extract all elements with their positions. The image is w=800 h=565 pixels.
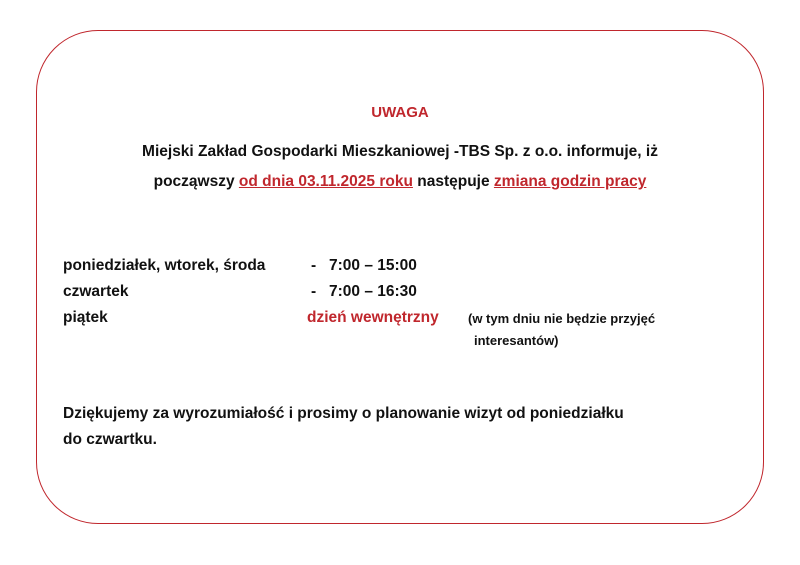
intro-line-1: Miejski Zakład Gospodarki Mieszkaniowej -TBS Sp. z o.o. informuje, iż [142, 143, 658, 160]
closing-line-1: Dziękujemy za wyrozumiałość i prosimy o planowanie wizyt od poniedziałku [63, 405, 624, 422]
schedule-separator-1: - [311, 257, 317, 274]
intro-line-2 [0, 173, 800, 191]
intro-prefix: począwszy [153, 173, 235, 190]
schedule-hours-thu: 7:00 – 16:30 [329, 283, 417, 300]
schedule-separator-2: - [311, 283, 317, 300]
schedule-note-line-1: (w tym dniu nie będzie przyjęć [468, 311, 656, 326]
notice-heading: UWAGA [371, 104, 429, 121]
intro-middle: następuje [417, 173, 490, 190]
schedule-note-line-2: interesantów) [474, 333, 559, 348]
schedule-days-fri: piątek [63, 309, 108, 326]
hours-change-text: zmiana godzin pracy [493, 173, 647, 190]
closing-line-2: do czwartku. [63, 431, 157, 448]
effective-date: od dnia 03.11.2025 roku [238, 173, 413, 190]
schedule-hours-mon-wed: 7:00 – 15:00 [329, 257, 417, 274]
schedule-days-mon-wed: poniedziałek, wtorek, środa [63, 257, 266, 274]
schedule-status-fri: dzień wewnętrzny [307, 309, 439, 326]
schedule-days-thu: czwartek [63, 283, 129, 300]
